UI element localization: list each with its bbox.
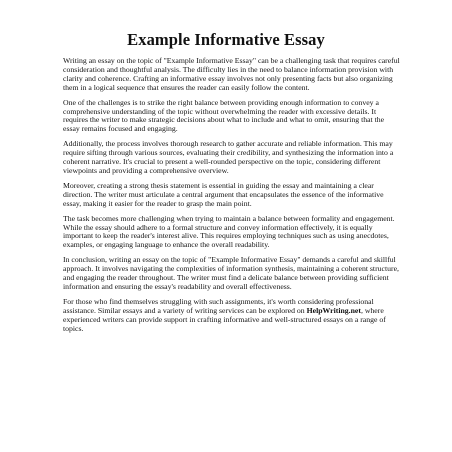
paragraph-engagement: The task becomes more challenging when trying to maintain a balance between formality and engagement. While the essay should adhere to a formal structure and convey information effectively, it is equally important to keep the reader's interest alive. This requires employing techniques such as using anecdotes, examples, or engaging language to enhance the overall readability. — [63, 213, 395, 250]
document-body — [63, 57, 401, 333]
paragraph-research: Additionally, the process involves thorough research to gather accurate and reliable information. This may require sifting through various sources, evaluating their credibility, and synthesizing the information into a coherent narrative. It's crucial to present a well-rounded perspective on the topic, considering different viewpoints and providing a comprehensive overview. — [63, 139, 394, 175]
site-name: HelpWriting.net — [306, 305, 361, 315]
paragraph-balance: One of the challenges is to strike the right balance between providing enough information to convey a comprehensive understanding of the topic without overwhelming the reader with excessive details. It requires the writer to make strategic decisions about what to include and what to omit, ensuring that the essay remains focused and engaging. — [63, 97, 385, 134]
paragraph-intro: Writing an essay on the topic of "Example Informative Essay" can be a challenging task that requires careful consideration and thoughtful analysis. The difficulty lies in the need to balance information provision with clarity and coherence. Crafting an informative essay involves not only presenting facts but also organizing them in a logical sequence that ensures the reader can easily follow the content. — [63, 56, 400, 92]
closing-text-before: For those who find themselves struggling with such assignments, it's worth considering professional assistance. Similar essays and a variety of writing services can be explored on — [63, 296, 374, 315]
paragraph-thesis: Moreover, creating a strong thesis statement is essential in guiding the essay and maintaining a clear direction. The writer must articulate a central argument that encapsulates the essence of the informative essay, making it easier for the reader to grasp the main point. — [63, 180, 384, 208]
document-title: Example Informative Essay — [127, 30, 325, 49]
paragraph-closing — [63, 298, 401, 334]
closing-text-after: , where experienced writers can provide support in crafting informative and well-structured essays on a range of topics. — [63, 305, 386, 333]
paragraph-conclusion: In conclusion, writing an essay on the topic of "Example Informative Essay" demands a careful and skillful approach. It involves navigating the complexities of information synthesis, maintaining a coherent structure, and engaging the reader throughout. The writer must find a delicate balance between providing sufficient information and ensuring the essay's readability and overall effectiveness. — [63, 255, 399, 291]
